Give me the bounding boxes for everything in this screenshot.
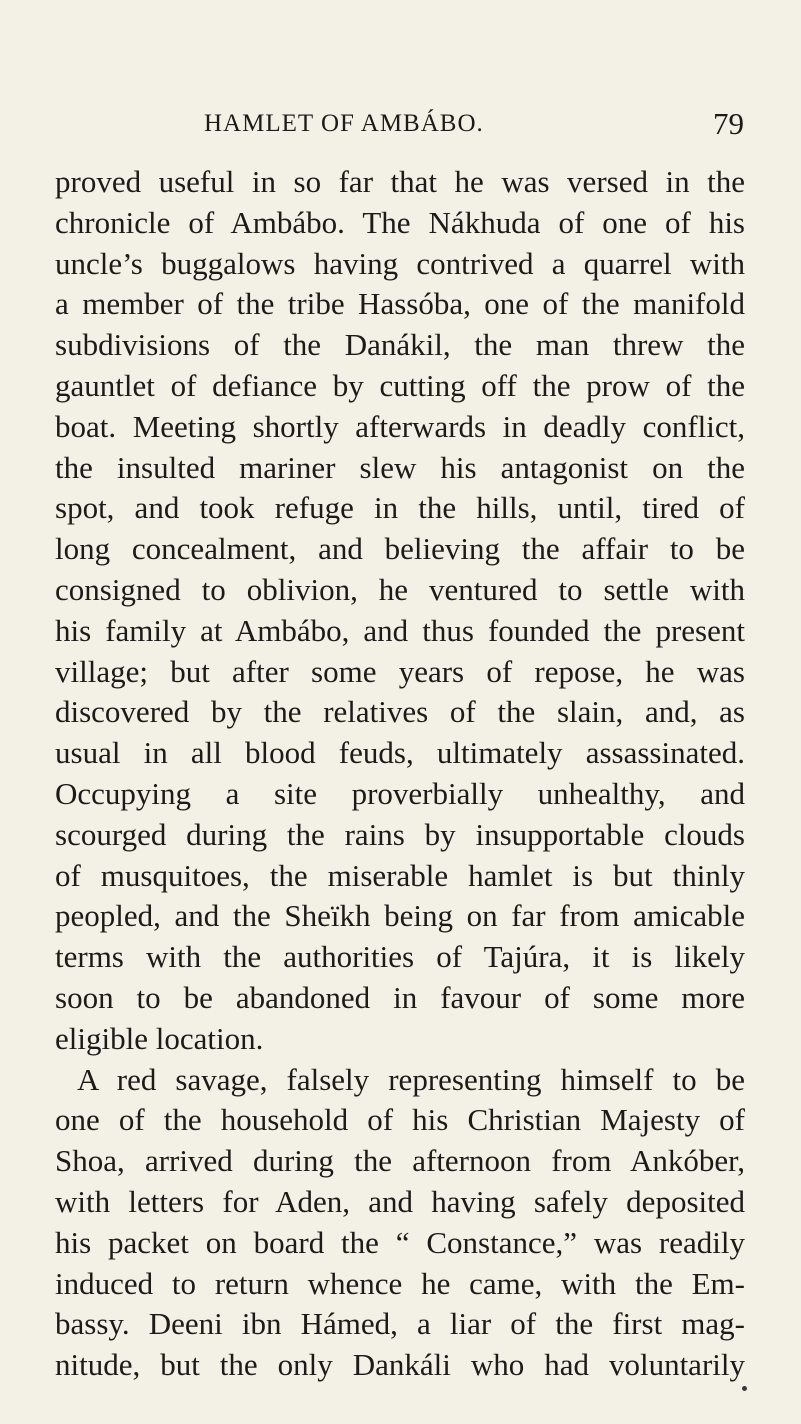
- text-line: chronicle of Ambábo. The Nákhuda of one of his: [55, 204, 745, 240]
- text-line: uncle’s buggalows having contrived a quarrel with: [55, 245, 745, 281]
- text-line: gauntlet of defiance by cutting off the prow of the: [55, 367, 745, 403]
- page-number: 79: [713, 106, 744, 141]
- text-line: long concealment, and believing the affair to be: [55, 531, 745, 567]
- text-line: spot, and took refuge in the hills, until, tired of: [55, 490, 745, 526]
- running-title: HAMLET OF AMBÁBO.: [204, 110, 484, 137]
- text-line: proved useful in so far that he was versed in the: [55, 164, 745, 199]
- text-line: the insulted mariner slew his antagonist on the: [55, 449, 745, 485]
- text-line: terms with the authorities of Tajúra, it is likely: [55, 939, 745, 975]
- text-line: soon to be abandoned in favour of some more: [55, 979, 745, 1015]
- running-head: [204, 100, 744, 140]
- text-line: bassy. Deeni ibn Hámed, a liar of the first mag-: [55, 1306, 745, 1342]
- text-line: Occupying a site proverbially unhealthy, and: [55, 775, 745, 811]
- text-line: consigned to oblivion, he ventured to settle with: [55, 571, 745, 607]
- text-line: nitude, but the only Dankáli who had voluntarily: [55, 1347, 745, 1383]
- text-line: a member of the tribe Hassóba, one of the manifold: [55, 286, 745, 322]
- text-line: Shoa, arrived during the afternoon from Ankóber,: [55, 1143, 745, 1179]
- text-line: subdivisions of the Danákil, the man threw the: [55, 327, 745, 363]
- text-line: his family at Ambábo, and thus founded the present: [55, 612, 745, 648]
- text-line: scourged during the rains by insupportable clouds: [55, 816, 745, 852]
- text-line: with letters for Aden, and having safely deposited: [55, 1183, 745, 1219]
- text-line-paragraph-end: eligible location.: [55, 1020, 264, 1056]
- print-mark: [742, 1386, 747, 1391]
- body-text: [55, 162, 745, 1386]
- text-line: his packet on board the “ Constance,” was readily: [55, 1224, 745, 1260]
- text-line: boat. Meeting shortly afterwards in deadly conflict,: [55, 408, 745, 444]
- text-line: one of the household of his Christian Majesty of: [55, 1102, 745, 1138]
- text-line: of musquitoes, the miserable hamlet is but thinly: [55, 857, 745, 893]
- text-line: peopled, and the Sheïkh being on far from amicable: [55, 898, 745, 934]
- text-line: village; but after some years of repose, he was: [55, 653, 745, 689]
- text-line: usual in all blood feuds, ultimately assassinated.: [55, 735, 745, 771]
- text-line: induced to return whence he came, with the Em-: [55, 1265, 745, 1301]
- text-line-paragraph-start: A red savage, falsely representing himself to be: [77, 1061, 745, 1097]
- text-line: discovered by the relatives of the slain, and, as: [55, 694, 745, 730]
